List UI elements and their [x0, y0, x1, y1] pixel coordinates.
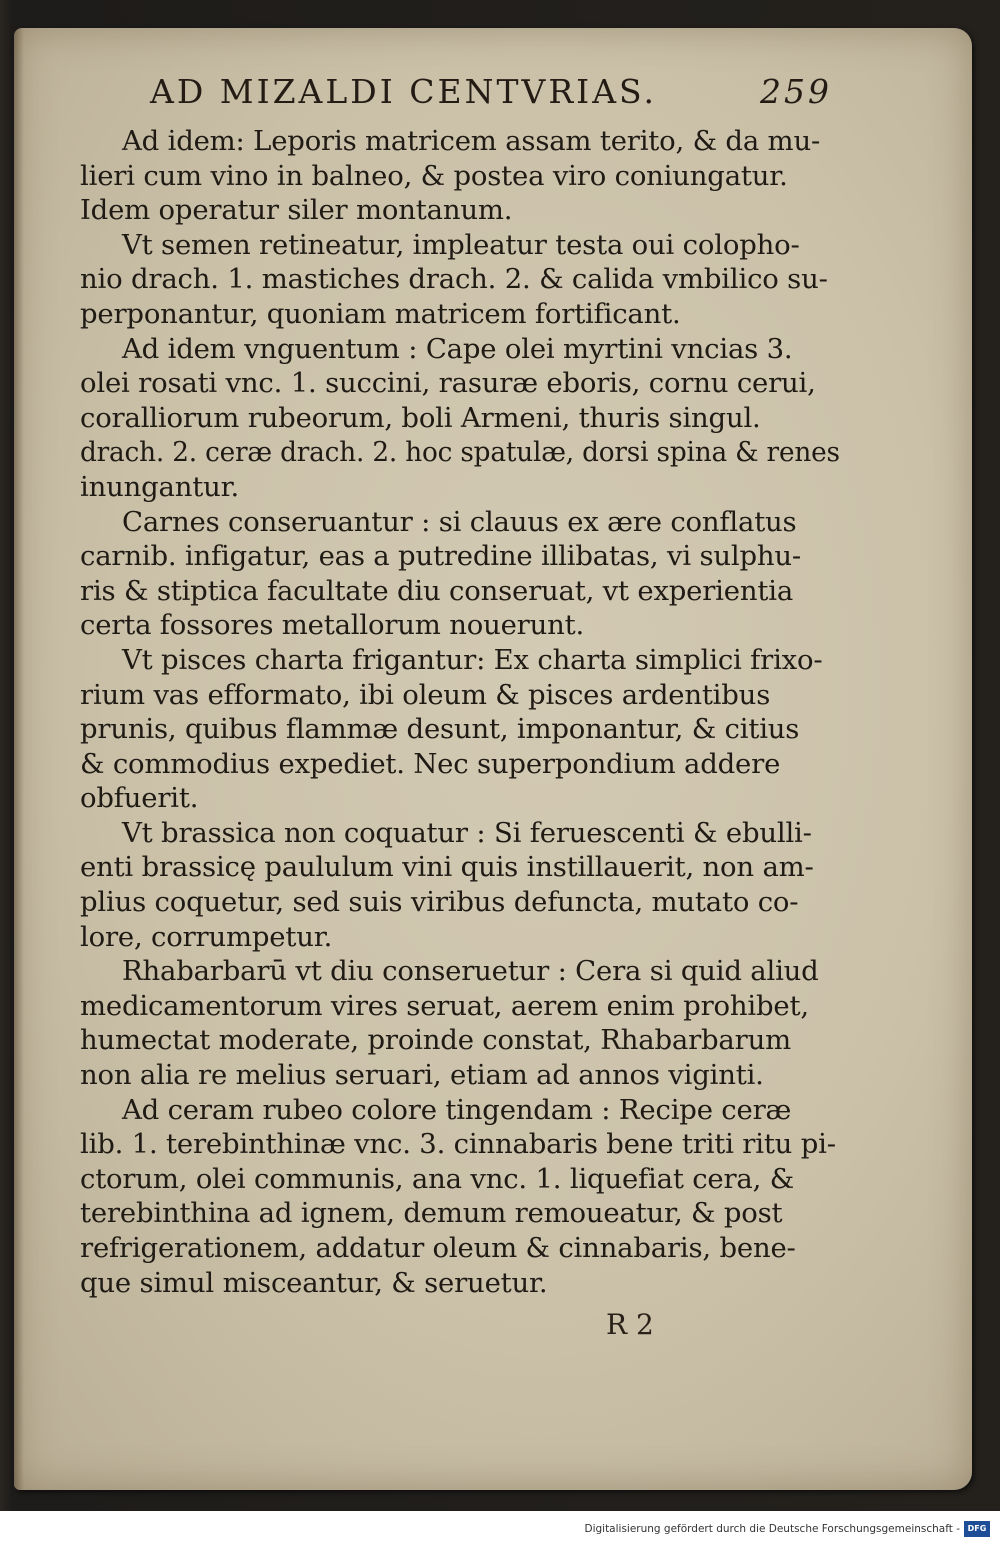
- text-line: [80, 1093, 840, 1128]
- text-line: [80, 643, 840, 678]
- text-line-content: terebinthina ad ignem, demum remoueatur, & post: [80, 1197, 783, 1230]
- text-line: [80, 747, 840, 782]
- text-line: [80, 954, 840, 989]
- text-line: [80, 989, 840, 1024]
- text-line-content: enti brassicę paululum vini quis instillauerit, non am-: [80, 851, 814, 884]
- text-line-content: coralliorum rubeorum, boli Armeni, thuris singul.: [80, 401, 761, 434]
- text-line-content: & commodius expediet. Nec superpondium addere: [80, 747, 781, 780]
- text-line: [80, 193, 840, 228]
- text-line-content: Ad idem: Leporis matricem assam terito, & da mu-: [122, 125, 821, 157]
- text-line-content: drach. 2. ceræ drach. 2. hoc spatulæ, dorsi spina & renes: [80, 436, 840, 469]
- text-line-content: prunis, quibus flammæ desunt, imponantur, & citius: [80, 713, 800, 746]
- text-line-content: certa fossores metallorum nouerunt.: [80, 609, 585, 642]
- text-line-content: non alia re melius seruari, etiam ad annos viginti.: [80, 1059, 764, 1092]
- text-line-content: inungantur.: [80, 470, 240, 503]
- text-line-content: obfuerit.: [80, 782, 199, 815]
- text-line: [80, 885, 840, 920]
- text-line: [80, 1127, 840, 1162]
- text-line-content: plius coquetur, sed suis viribus defuncta, mutato co-: [80, 886, 799, 919]
- text-line: [80, 297, 840, 332]
- text-line-content: lieri cum vino in balneo, & postea viro coniungatur.: [80, 159, 788, 192]
- text-line-content: lib. 1. terebinthinæ vnc. 3. cinnabaris bene triti ritu pi-: [80, 1128, 836, 1161]
- text-line: [80, 539, 840, 574]
- signature-mark: R 2: [606, 1308, 654, 1341]
- text-line: [80, 124, 840, 159]
- text-line: [80, 505, 840, 540]
- text-line: [80, 1266, 840, 1301]
- text-line-content: lore, corrumpetur.: [80, 920, 333, 953]
- text-line-content: Vt pisces charta frigantur: Ex charta simplici frixo-: [122, 643, 823, 676]
- running-title: AD MIZALDI CENTVRIAS.: [150, 72, 657, 111]
- text-line: [80, 332, 840, 367]
- text-line: [80, 1023, 840, 1058]
- text-line: [80, 678, 840, 713]
- text-line-content: perponantur, quoniam matricem fortificant.: [80, 297, 681, 330]
- body-text: [80, 124, 840, 1300]
- text-line: [80, 1231, 840, 1266]
- text-line: [80, 1196, 840, 1231]
- running-head: [150, 72, 850, 116]
- text-line: [80, 712, 840, 747]
- text-line-content: Idem operatur siler montanum.: [80, 194, 513, 227]
- text-line-content: Ad idem vnguentum : Cape olei myrtini vncias 3.: [122, 332, 793, 365]
- text-line-content: Vt brassica non coquatur : Si feruescenti & ebulli-: [122, 816, 812, 849]
- text-line: [80, 850, 840, 885]
- text-line: [80, 920, 840, 955]
- text-line: [80, 262, 840, 297]
- text-line-content: refrigerationem, addatur oleum & cinnabaris, bene-: [80, 1232, 796, 1264]
- text-line-content: Vt semen retineatur, impleatur testa oui colopho-: [122, 228, 800, 261]
- text-line: [80, 435, 840, 470]
- text-line: [80, 159, 840, 194]
- text-line-content: ctorum, olei communis, ana vnc. 1. liquefiat cera, &: [80, 1162, 794, 1195]
- text-line-content: carnib. infigatur, eas a putredine illibatas, vi sulphu-: [80, 540, 801, 573]
- text-line-content: ris & stiptica facultate diu conseruat, vt experientia: [80, 574, 794, 607]
- text-line-content: Ad ceram rubeo colore tingendam : Recipe ceræ: [122, 1093, 792, 1126]
- text-line: [80, 1162, 840, 1197]
- footer-bar: [0, 1511, 1000, 1543]
- text-line-content: nio drach. 1. mastiches drach. 2. & calida vmbilico su-: [80, 263, 828, 296]
- dfg-logo-icon: DFG: [964, 1521, 990, 1537]
- text-line: [80, 228, 840, 263]
- text-line: [80, 1058, 840, 1093]
- digitization-credit: Digitalisierung gefördert durch die Deutsche Forschungsgemeinschaft -: [584, 1523, 960, 1535]
- text-line-content: humectat moderate, proinde constat, Rhabarbarum: [80, 1024, 791, 1057]
- text-line: [80, 366, 840, 401]
- text-line-content: Carnes conseruantur : si clauus ex ære conflatus: [122, 505, 797, 538]
- text-line-content: Rhabarbarū vt diu conseruetur : Cera si quid aliud: [122, 955, 819, 988]
- text-line: [80, 574, 840, 609]
- text-line: [80, 781, 840, 816]
- text-line-content: medicamentorum vires seruat, aerem enim prohibet,: [80, 989, 809, 1022]
- text-line-content: olei rosati vnc. 1. succini, rasuræ eboris, cornu cerui,: [80, 367, 816, 400]
- text-line: [80, 401, 840, 436]
- text-line: [80, 816, 840, 851]
- page-gutter-shadow: [14, 28, 24, 1490]
- page-number: 259: [760, 72, 832, 111]
- text-line-content: que simul misceantur, & seruetur.: [80, 1266, 548, 1299]
- text-line: [80, 470, 840, 505]
- text-line: [80, 608, 840, 643]
- text-line-content: rium vas efformato, ibi oleum & pisces ardentibus: [80, 678, 771, 711]
